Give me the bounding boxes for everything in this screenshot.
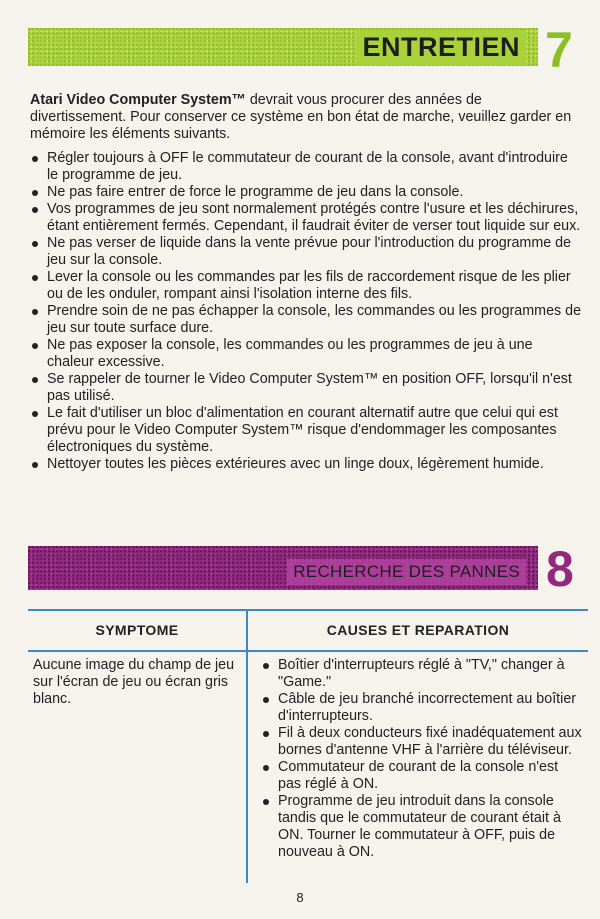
cause-item: Câble de jeu branché incorrectement au boîtier d'interrupteurs. (262, 691, 584, 725)
care-item: Lever la console ou les commandes par les fils de raccordement risque de les plier ou de les onduler, rompant ainsi l'isolation interne des fils. (30, 269, 582, 303)
intro-text: devrait vous procurer des années de divertissement. Pour conserver ce système en bon état de marche, veuillez garder en mémoire les éléments suivants. (30, 92, 572, 142)
page-number: 8 (296, 890, 304, 905)
care-list (30, 150, 582, 473)
care-item: Le fait d'utiliser un bloc d'alimentation en courant alternatif autre que celui qui est prévu pour le Video Computer System™ risque d'endommager les composantes électroniques du système. (30, 405, 582, 456)
care-item: Vos programmes de jeu sont normalement protégés contre l'usure et les déchirures, étant entièrement fermés. Cependant, il faudrait éviter de verser tout liquide sur eux. (30, 201, 582, 235)
column-header-symptom: SYMPTOME (95, 622, 179, 638)
intro-paragraph (30, 92, 580, 143)
section-7-number: 7 (545, 22, 573, 78)
section-8-number: 8 (546, 541, 574, 597)
cause-item: Programme de jeu introduit dans la console tandis que le commutateur de courant était à ON. Tourner le commutateur à OFF, puis de nouveau à ON. (262, 793, 584, 861)
table-column-divider (246, 609, 248, 883)
care-item: Nettoyer toutes les pièces extérieures avec un linge doux, légèrement humide. (30, 456, 582, 473)
cause-item: Fil à deux conducteurs fixé inadéquatement aux bornes d'antenne VHF à l'arrière du téléviseur. (262, 725, 584, 759)
care-item: Ne pas verser de liquide dans la vente prévue pour l'introduction du programme de jeu sur la console. (30, 235, 582, 269)
table-top-rule (28, 609, 588, 611)
causes-list (262, 657, 584, 861)
care-item: Régler toujours à OFF le commutateur de courant de la console, avant d'introduire le programme de jeu. (30, 150, 582, 184)
column-header-causes: CAUSES ET REPARATION (326, 622, 510, 638)
cause-item: Commutateur de courant de la console n'est pas réglé à ON. (262, 759, 584, 793)
section-7-banner (28, 28, 538, 66)
symptom-text: Aucune image du champ de jeu sur l'écran de jeu ou écran gris blanc. (33, 657, 235, 707)
table-header-rule (28, 650, 588, 652)
section-7-title: ENTRETIEN (356, 30, 526, 65)
section-8-banner (28, 546, 538, 590)
section-8-title: RECHERCHE DES PANNES (287, 559, 526, 585)
care-item: Prendre soin de ne pas échapper la console, les commandes ou les programmes de jeu sur toute surface dure. (30, 303, 582, 337)
care-item: Se rappeler de tourner le Video Computer System™ en position OFF, lorsqu'il n'est pas utilisé. (30, 371, 582, 405)
care-item: Ne pas faire entrer de force le programme de jeu dans la console. (30, 184, 582, 201)
intro-product-name: Atari Video Computer System™ (30, 92, 246, 108)
care-item: Ne pas exposer la console, les commandes ou les programmes de jeu à une chaleur excessive. (30, 337, 582, 371)
cause-item: Boîtier d'interrupteurs réglé à "TV," changer à "Game." (262, 657, 584, 691)
